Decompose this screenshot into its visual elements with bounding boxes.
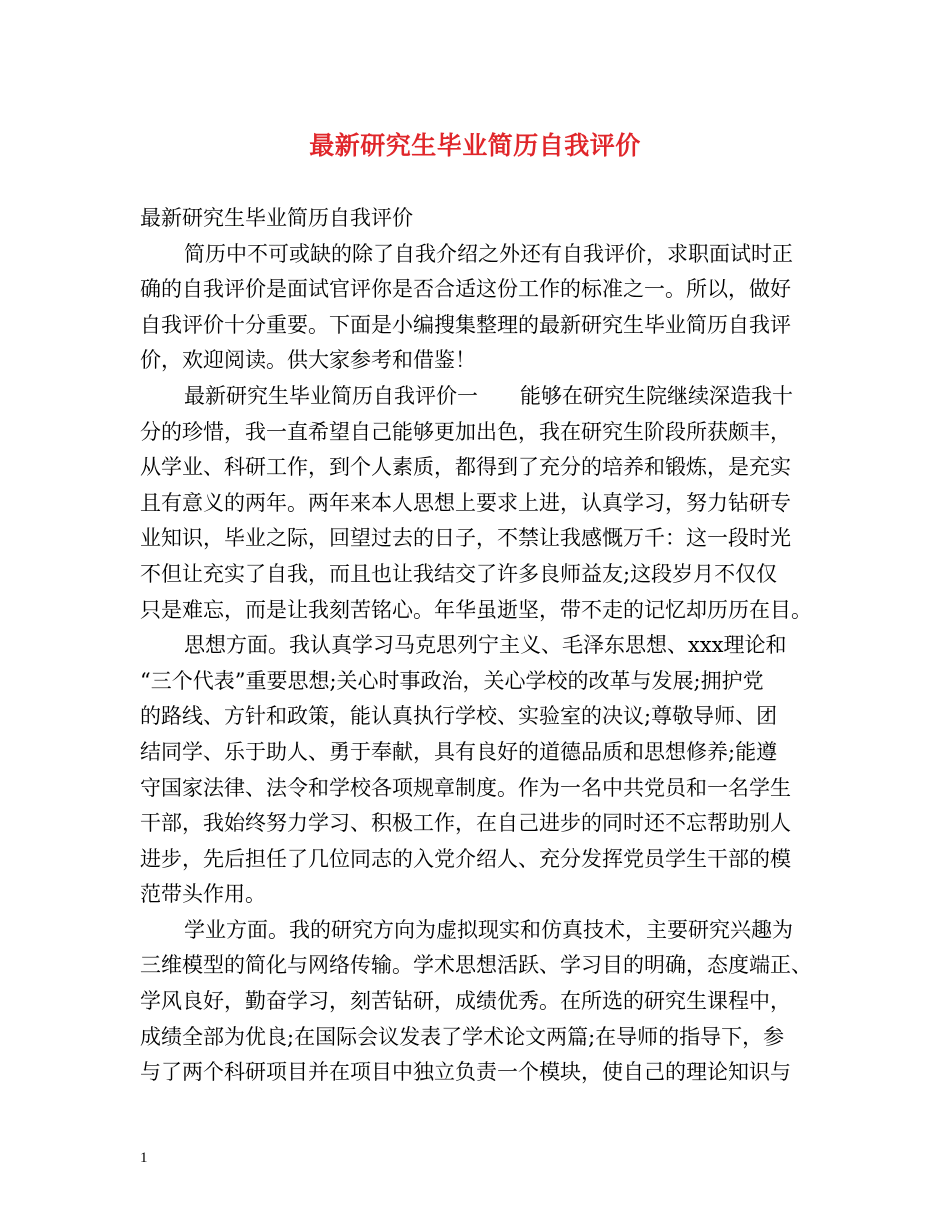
- paragraph-ideology-line-7: 进步，先后担任了几位同志的入党介绍人、充分发挥党员学生干部的模: [140, 846, 791, 871]
- paragraph-section-one-line-3: 从学业、科研工作，到个人素质，都得到了充分的培养和锻炼，是充实: [140, 455, 791, 480]
- paragraph-intro-line-4: 价，欢迎阅读。供大家参考和借鉴！: [140, 348, 476, 373]
- page-number: 1: [140, 1150, 148, 1166]
- paragraph-ideology-line-5: 守国家法律、法令和学校各项规章制度。作为一名中共党员和一名学生: [140, 775, 791, 800]
- paragraph-academics-line-2: 三维模型的简化与网络传输。学术思想活跃、学习目的明确，态度端正、: [140, 953, 812, 978]
- paragraph-section-one-line-4: 且有意义的两年。两年来本人思想上要求上进，认真学习，努力钻研专: [140, 490, 791, 515]
- paragraph-academics-line-3: 学风良好，勤奋学习，刻苦钻研，成绩优秀。在所选的研究生课程中，: [140, 989, 791, 1014]
- paragraph-section-one-line-2: 分的珍惜，我一直希望自己能够更加出色，我在研究生阶段所获颇丰，: [140, 419, 791, 444]
- section-one-opening: 能够在研究生院继续深造我十: [520, 383, 793, 408]
- paragraph-ideology-line-2: “三个代表”重要思想;关心时事政治，关心学校的改革与发展;拥护党: [140, 668, 764, 693]
- paragraph-intro-line-3: 自我评价十分重要。下面是小编搜集整理的最新研究生毕业简历自我评: [140, 312, 791, 337]
- paragraph-section-one-line-5: 业知识，毕业之际，回望过去的日子，不禁让我感慨万千：这一段时光: [140, 526, 791, 551]
- section-one-heading: 最新研究生毕业简历自我评价一: [184, 383, 478, 408]
- paragraph-ideology-line-3: 的路线、方针和政策，能认真执行学校、实验室的决议;尊敬导师、团: [140, 704, 778, 729]
- paragraph-academics-line-4: 成绩全部为优良;在国际会议发表了学术论文两篇;在导师的指导下，参: [140, 1024, 785, 1049]
- paragraph-section-one-line-7: 只是难忘，而是让我刻苦铭心。年华虽逝坚，带不走的记忆却历历在目。: [140, 597, 812, 622]
- body-line-subtitle: 最新研究生毕业简历自我评价: [140, 206, 413, 230]
- paragraph-ideology-line-6: 干部，我始终努力学习、积极工作，在自己进步的同时还不忘帮助别人: [140, 811, 791, 836]
- document-body: [140, 201, 824, 1091]
- paragraph-section-one-line-6: 不但让充实了自我，而且也让我结交了许多良师益友;这段岁月不仅仅: [140, 561, 778, 586]
- paragraph-intro-line-2: 确的自我评价是面试官评你是否合适这份工作的标准之一。所以，做好: [140, 277, 791, 302]
- paragraph-ideology-line-8: 范带头作用。: [140, 882, 266, 907]
- document-title: 最新研究生毕业简历自我评价: [309, 131, 641, 160]
- paragraph-section-one-line-1: [140, 379, 824, 415]
- paragraph-ideology-line-1: 思想方面。我认真学习马克思列宁主义、毛泽东思想、xxx理论和: [184, 633, 787, 658]
- paragraph-intro-line-1: 简历中不可或缺的除了自我介绍之外还有自我评价，求职面试时正: [184, 241, 793, 266]
- paragraph-academics-line-5: 与了两个科研项目并在项目中独立负责一个模块，使自己的理论知识与: [140, 1060, 791, 1085]
- paragraph-ideology-line-4: 结同学、乐于助人、勇于奉献，具有良好的道德品质和思想修养;能遵: [140, 739, 778, 764]
- paragraph-academics-line-1: 学业方面。我的研究方向为虚拟现实和仿真技术，主要研究兴趣为: [184, 917, 793, 942]
